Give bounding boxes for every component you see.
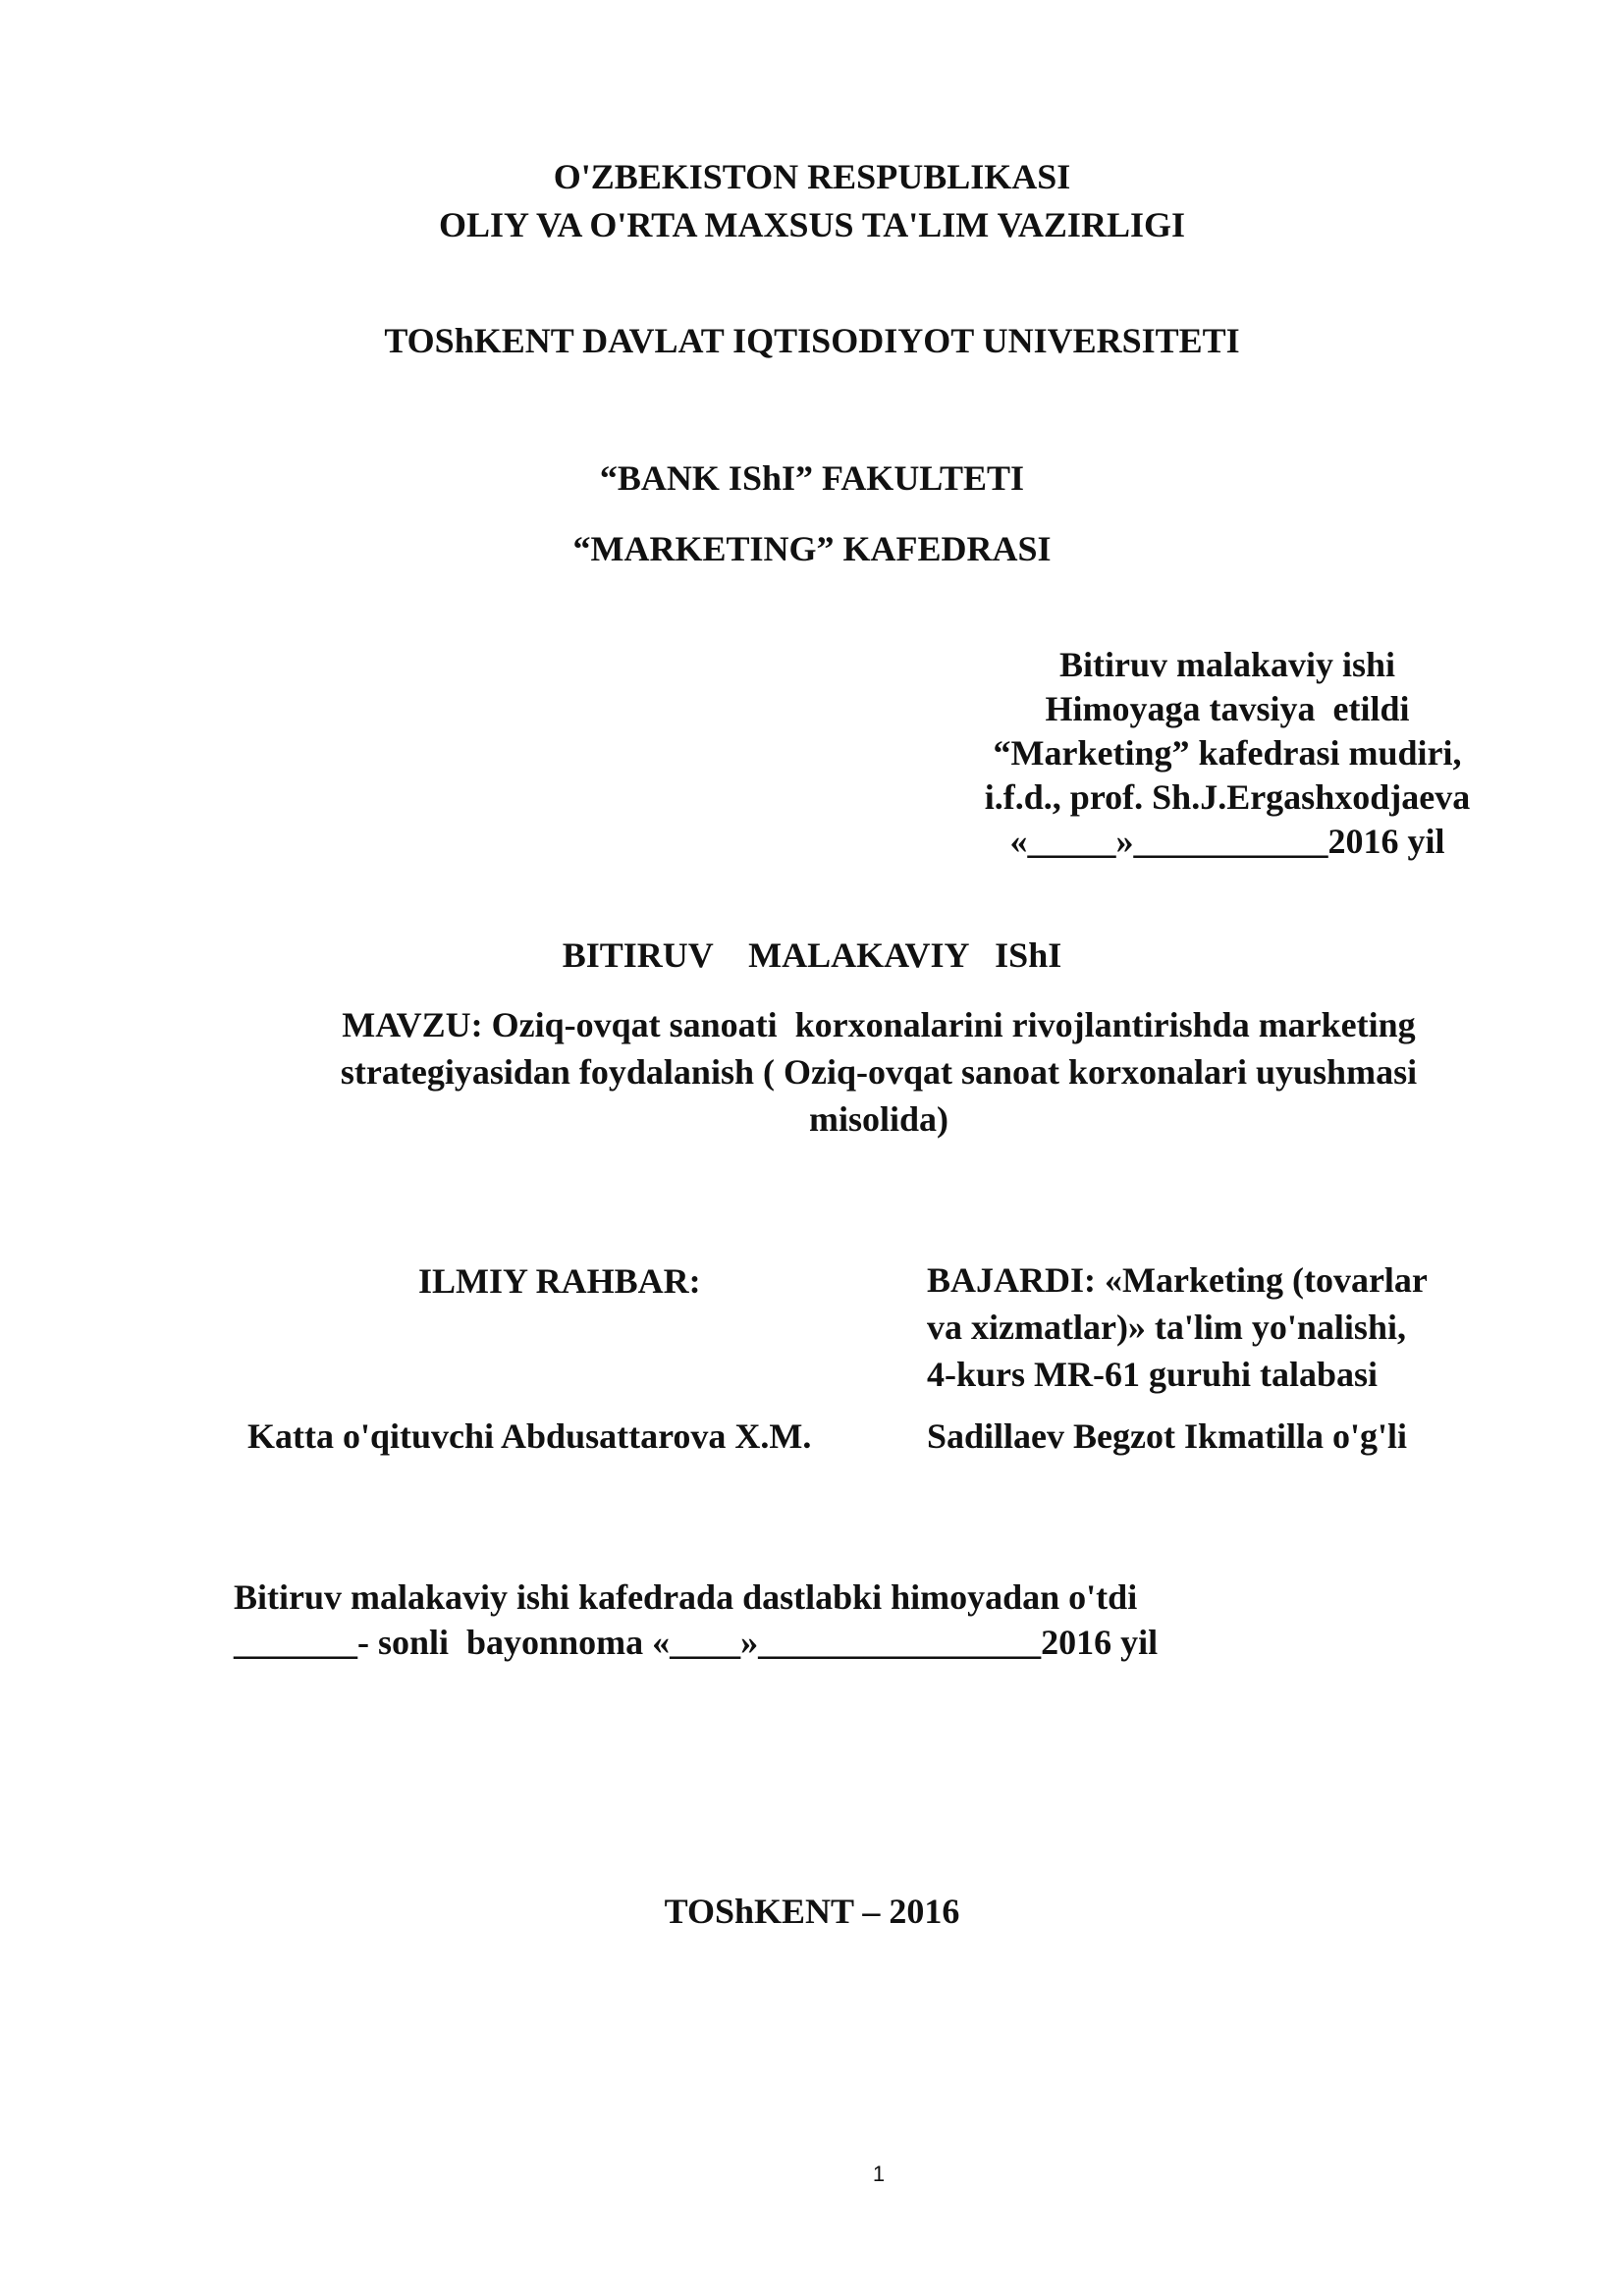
faculty-title: “BANK IShI” FAKULTETI	[599, 458, 1025, 498]
approval-line: i.f.d., prof. Sh.J.Ergashxodjaeva	[984, 777, 1471, 817]
student-line: va xizmatlar)» ta'lim yo'nalishi,	[927, 1308, 1406, 1347]
approval-line: Himoyaga tavsiya etildi	[1045, 689, 1410, 728]
topic-line: strategiyasidan foydalanish ( Oziq-ovqat sanoat korxonalari uyushmasi	[340, 1052, 1418, 1092]
supervisor-name: Katta o'qituvchi Abdusattarova X.M.	[247, 1416, 812, 1456]
topic-block	[196, 1001, 1561, 1143]
student-block	[927, 1256, 1428, 1398]
work-type-title: BITIRUV MALAKAVIY IShI	[562, 935, 1062, 975]
student-line: 4-kurs MR-61 guruhi talabasi	[927, 1355, 1379, 1394]
ministry-title: OLIY VA O'RTA MAXSUS TA'LIM VAZIRLIGI	[439, 205, 1185, 244]
department-title: “MARKETING” KAFEDRASI	[572, 529, 1052, 568]
predefense-line: Bitiruv malakaviy ishi kafedrada dastlabki himoyadan o'tdi	[234, 1577, 1138, 1617]
predefense-protocol-line: _______- sonli bayonnoma «____»________________2016 yil	[234, 1623, 1159, 1662]
city-year: TOShKENT – 2016	[664, 1892, 960, 1931]
approval-line: Bitiruv malakaviy ishi	[1058, 645, 1396, 684]
page-number: 1	[872, 2162, 886, 2186]
topic-line: MAVZU: Oziq-ovqat sanoati korxonalarini rivojlantirishda marketing	[342, 1005, 1416, 1044]
approval-line: “Marketing” kafedrasi mudiri,	[993, 733, 1462, 773]
topic-line: misolida)	[808, 1099, 948, 1139]
approval-block	[913, 643, 1542, 864]
university-title: TOShKENT DAVLAT IQTISODIYOT UNIVERSITETI	[384, 321, 1240, 360]
supervisor-label: ILMIY RAHBAR:	[418, 1261, 701, 1301]
republic-title: O'ZBEKISTON RESPUBLIKASI	[553, 157, 1071, 196]
approval-signature-line: «_____»___________2016 yil	[1009, 822, 1445, 861]
student-line: BAJARDI: «Marketing (tovarlar	[927, 1260, 1428, 1300]
student-name: Sadillaev Begzot Ikmatilla o'g'li	[927, 1416, 1408, 1456]
